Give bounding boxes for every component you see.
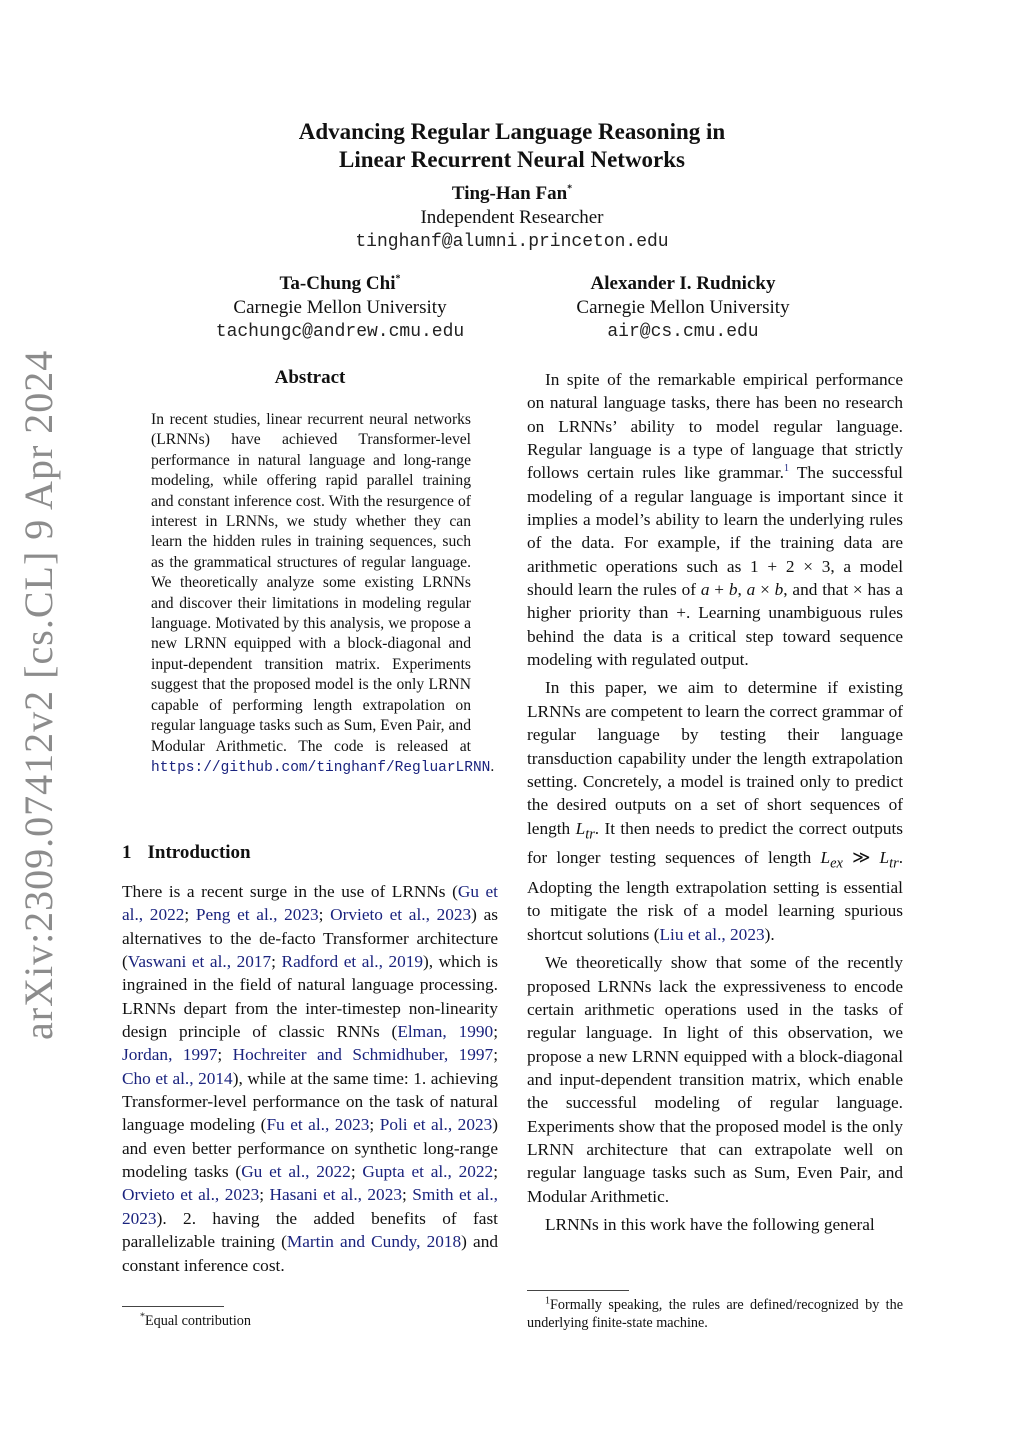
abstract-end: .	[490, 757, 495, 775]
footnote-1: $^1$Formally speaking, the rules are defined/recognized by the underlying finite-state machine.	[527, 1295, 903, 1331]
footnote-rule-right	[527, 1290, 629, 1291]
intro-left-column	[122, 880, 498, 1277]
author-name: Ting-Han Fan	[451, 183, 568, 204]
equal-contribution-mark: *	[567, 183, 573, 195]
intro-paragraph-2: In spite of the remarkable empirical performance on natural language tasks, there has been no research on LRNNs’ ability to model regular language. Regular language is a type of language that strictly follows certain rules like grammar.$^1$ The successful modeling of a regular language is important since it implies a model’s ability to learn the underlying rules of the data. For example, if the training data are arithmetic operations such as 1 + 2 × 3, a model should learn the rules of a + b, a × b, and that × has a higher priority than +. Learning unambiguous rules behind the data is a critical step toward sequence modeling with regulated output.	[527, 370, 904, 670]
author-affiliation: Carnegie Mellon University	[233, 297, 447, 318]
arxiv-identifier: arXiv:2309.07412v2 [cs.CL] 9 Apr 2024	[16, 349, 61, 1040]
section-number: 1	[122, 842, 132, 863]
author-name: Ta-Chung Chi	[279, 273, 396, 294]
abstract-heading: Abstract	[274, 367, 346, 388]
intro-right-column	[527, 368, 903, 1236]
abstract-text: In recent studies, linear recurrent neural networks (LRNNs) have achieved Transformer-level performance in natural language and long-range modeling, while offering rapid parallel training and constant inference cost. With the resurgence of interest in LRNNs, we study whether they can learn the hidden rules in training sequences, such as the grammatical structures of regular language. We theoretically analyze some existing LRNNs and discover their limitations in modeling regular language. Motivated by this analysis, we propose a new LRNN equipped with a block-diagonal and input-dependent transition matrix. Experiments suggest that the proposed model is the only LRNN capable of performing length extrapolation on regular language tasks such as Sum, Even Pair, and Modular Arithmetic. The code is released at	[151, 411, 471, 755]
author-affiliation: Independent Researcher	[420, 207, 604, 228]
section-title: Introduction	[147, 842, 251, 863]
author-email[interactable]: air@cs.cmu.edu	[607, 322, 759, 342]
author-name: Alexander I. Rudnicky	[590, 273, 776, 294]
abstract-body	[151, 410, 495, 778]
paper-title-line-2: Linear Recurrent Neural Networks	[339, 147, 685, 172]
code-link[interactable]: https://github.com/tinghanf/RegluarLRNN	[151, 759, 491, 776]
author-block-chi	[170, 272, 510, 344]
author-block-fan	[312, 182, 712, 254]
intro-paragraph-1: There is a recent surge in the use of LRNNs (Gu et al., 2022; Peng et al., 2023; Orvieto et al., 2023) as alternatives to the de-facto Transformer architecture (Vaswani et al., 2017; Radford et al., 2019), which is ingrained in the field of natural language processing. LRNNs depart from the inter-timestep non-linearity design principle of classic RNNs (Elman, 1990; Jordan, 1997; Hochreiter and Schmidhuber, 1997; Cho et al., 2014), while at the same time: 1. achieving Transformer-level performance on the task of natural language modeling (Fu et al., 2023; Poli et al., 2023) and even better performance on synthetic long-range modeling tasks (Gu et al., 2022; Gupta et al., 2022; Orvieto et al., 2023; Hasani et al., 2023; Smith et al., 2023). 2. having the added benefits of fast parallelizable training (Martin and Cundy, 2018) and constant inference cost.	[122, 882, 499, 1275]
intro-paragraph-4: We theoretically show that some of the recently proposed LRNNs lack the expressiveness to encode certain arithmetic operations used in the tasks of regular language. In light of this observation, we propose a new LRNN equipped with a block-diagonal and input-dependent transition matrix, which enable the successful modeling of regular language. Experiments show that the proposed model is the only LRNN architecture that can extrapolate well on regular language tasks such as Sum, Even Pair, and Modular Arithmetic.	[527, 953, 903, 1206]
equal-contribution-mark: *	[395, 273, 401, 285]
author-email[interactable]: tinghanf@alumni.princeton.edu	[355, 232, 669, 252]
footnote-equal-contribution: *Equal contribution	[140, 1311, 251, 1329]
footnote-rule-left	[122, 1306, 224, 1307]
author-affiliation: Carnegie Mellon University	[576, 297, 790, 318]
author-email[interactable]: tachungc@andrew.cmu.edu	[215, 322, 465, 342]
section-heading-introduction	[122, 842, 267, 864]
intro-paragraph-5: LRNNs in this work have the following general	[545, 1214, 875, 1234]
author-block-rudnicky	[513, 272, 853, 344]
paper-title-line-1: Advancing Regular Language Reasoning in	[298, 119, 726, 144]
intro-paragraph-3: In this paper, we aim to determine if existing LRNNs are competent to learn the correct grammar of regular language by testing their language transduction capability under the length extrapolation setting. Concretely, a model is trained only to predict the desired outputs on a set of short sequences of length $L_{tr}$. It then needs to predict the correct outputs for longer testing sequences of length $L_{ex}$ ≫ $L_{tr}$. Adopting the length extrapolation setting is essential to mitigate the risk of a model learning spurious shortcut solutions (Liu et al., 2023).	[527, 678, 904, 944]
